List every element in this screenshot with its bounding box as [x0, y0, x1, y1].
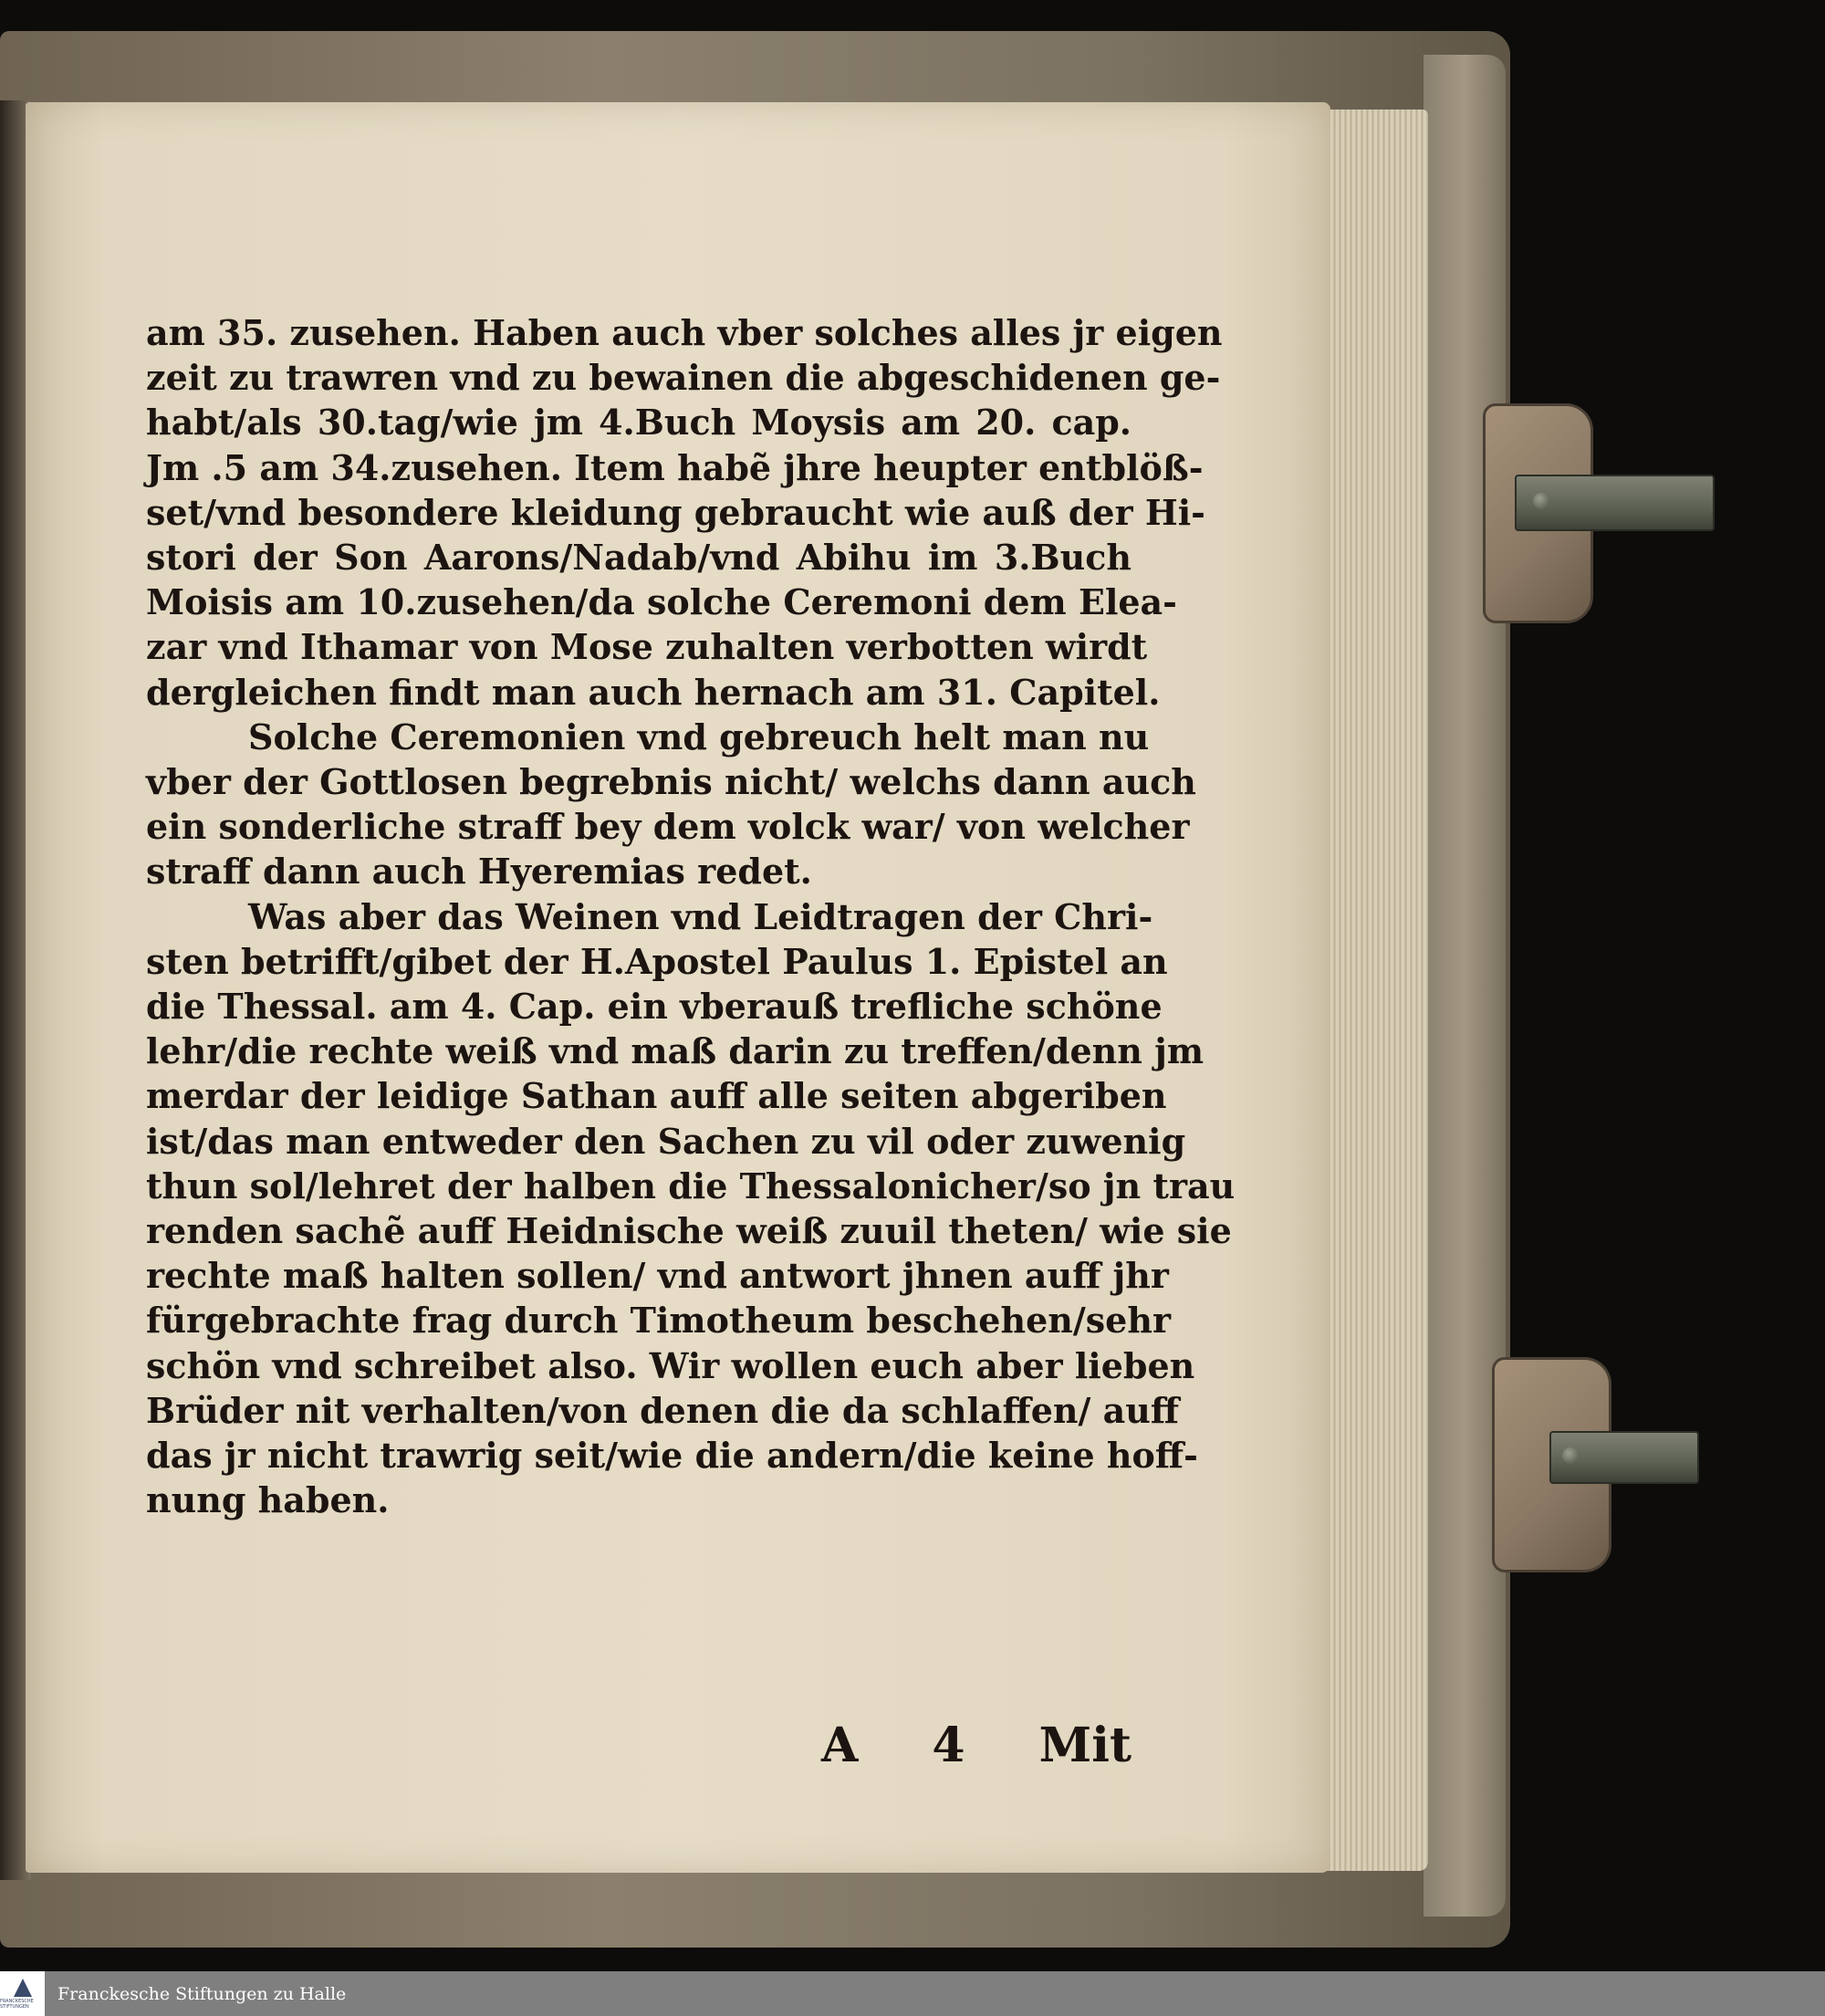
text-line: fürgebrachte frag durch Timotheum beschehen/sehr [146, 1300, 1171, 1342]
logo-caption: FRANCKESCHE STIFTUNGEN [0, 1998, 34, 2010]
text-line: nung haben. [146, 1479, 390, 1521]
text-line: habt/als 30.tag/wie jm 4.Buch Moysis am 20. cap. [146, 402, 1132, 444]
institution-banner [0, 1971, 1825, 2016]
institution-name: Franckesche Stiftungen zu Halle [57, 1983, 347, 2004]
text-line: lehr/die rechte weiß vnd maß darin zu treffen/denn jm [146, 1030, 1204, 1072]
text-line: ein sonderliche straff bey dem volck war/ von welcher [146, 806, 1190, 848]
upper-clasp-rivet [1533, 493, 1549, 509]
catchword: Mit [1038, 1718, 1132, 1773]
text-line: Was aber das Weinen vnd Leidtragen der Chri- [248, 895, 1153, 937]
body-text [146, 310, 1236, 1522]
text-line: Brüder nit verhalten/von denen die da schlaffen/ auff [146, 1389, 1180, 1431]
page-footer [821, 1718, 1132, 1773]
institution-logo [0, 1971, 45, 2016]
text-line: am 35. zusehen. Haben auch vber solches alles jr eigen [146, 312, 1223, 353]
text-line: renden sachẽ auff Heidnische weiß zuuil theten/ wie sie [146, 1210, 1232, 1252]
signature-number: 4 [932, 1718, 965, 1773]
text-line: straff dann auch Hyeremias redet. [146, 851, 812, 893]
text-line: merdar der leidige Sathan auff alle seiten abgeriben [146, 1075, 1167, 1117]
text-line: vber der Gottlosen begrebnis nicht/ welchs dann auch [146, 761, 1196, 803]
text-line: Solche Ceremonien vnd gebreuch helt man nu [248, 716, 1150, 757]
text-line: zeit zu trawren vnd zu bewainen die abgeschidenen ge- [146, 357, 1221, 399]
text-line: set/vnd besondere kleidung gebraucht wie auß der Hi- [146, 491, 1205, 533]
text-line: rechte maß halten sollen/ vnd antwort jhnen auff jhr [146, 1255, 1169, 1297]
text-line: Moisis am 10.zusehen/da solche Ceremoni dem Elea- [146, 581, 1177, 623]
text-line: das jr nicht trawrig seit/wie die andern/die keine hoff- [146, 1435, 1198, 1477]
text-line: schön vnd schreibet also. Wir wollen euch aber lieben [146, 1344, 1195, 1386]
page-edges [1314, 110, 1428, 1871]
cover-edge [1424, 55, 1506, 1917]
text-line: zar vnd Ithamar von Mose zuhalten verbotten wirdt [146, 626, 1148, 668]
text-line: Jm .5 am 34.zusehen. Item habẽ jhre heupter entblöß- [146, 446, 1204, 488]
text-line: die Thessal. am 4. Cap. ein vberauß trefliche schöne [146, 986, 1163, 1028]
lower-clasp-rivet [1562, 1447, 1579, 1464]
text-line: sten betrifft/gibet der H.Apostel Paulus 1. Epistel an [146, 940, 1168, 982]
text-line: dergleichen findt man auch hernach am 31. Capitel. [146, 671, 1161, 713]
text-line: thun sol/lehret der halben die Thessalonicher/so jn trau [146, 1165, 1236, 1206]
signature-mark: A [821, 1718, 859, 1773]
text-line: ist/das man entweder den Sachen zu vil oder zuwenig [146, 1120, 1186, 1162]
text-line: stori der Son Aarons/Nadab/vnd Abihu im 3.Buch [146, 537, 1132, 579]
building-icon [14, 1979, 32, 1997]
